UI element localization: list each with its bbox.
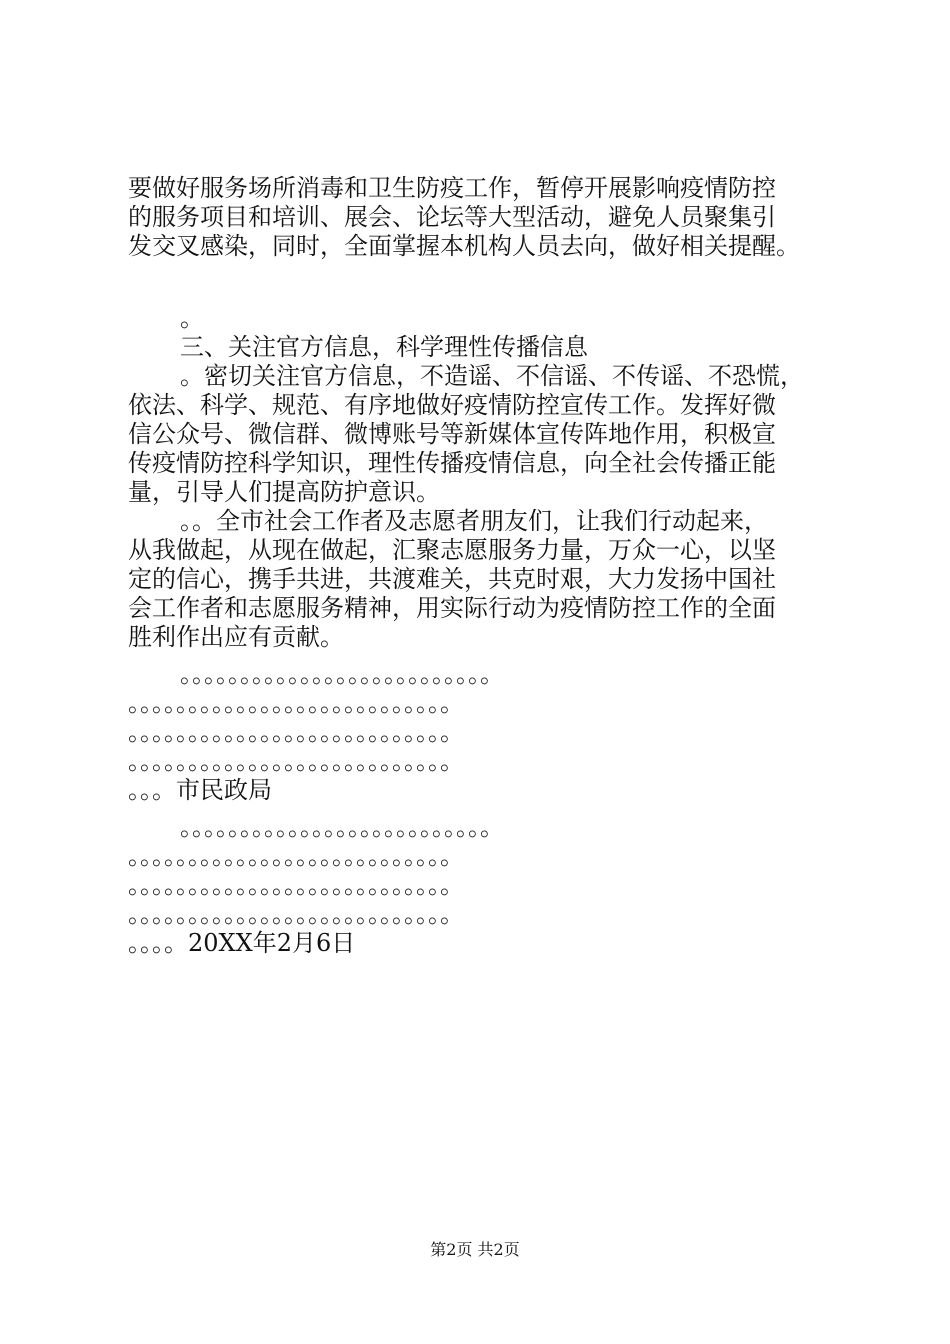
text-line: 发交叉感染，同时，全面掌握本机构人员去向，做好相关提醒。 xyxy=(128,232,800,260)
text-line: 依法、科学、规范、有序地做好疫情防控宣传工作。发挥好微 xyxy=(128,391,776,419)
paragraph-call-to-action xyxy=(128,507,828,652)
paragraph-service-sites xyxy=(128,174,828,261)
dot-filler-line: 。。。。。。。。。。。。。。。。。。。。。。。。。。。 xyxy=(128,842,464,870)
lone-period-mark: 。 xyxy=(180,304,204,332)
text-line: 要做好服务场所消毒和卫生防疫工作，暂停开展影响疫情防控 xyxy=(128,174,776,202)
text-line: 胜利作出应有贡献。 xyxy=(128,623,344,651)
text-line: 会工作者和志愿服务精神，用实际行动为疫情防控工作的全面 xyxy=(128,594,776,622)
dot-filler-line: 。。。。。。。。。。。。。。。。。。。。。。。。。。 xyxy=(180,813,504,841)
dot-filler-line: 。。。。。。。。。。。。。。。。。。。。。。。。。。。 xyxy=(128,747,464,775)
section-heading-3: 三、关注官方信息，科学理性传播信息 xyxy=(180,333,588,361)
text-line: 定的信心，携手共进，共渡难关，共克时艰，大力发扬中国社 xyxy=(128,565,776,593)
date-block xyxy=(128,813,828,958)
text-line: 。密切关注官方信息，不造谣、不信谣、不传谣、不恐慌， xyxy=(180,362,804,390)
document-body xyxy=(128,174,828,958)
page-number-footer: 第2页 共2页 xyxy=(430,1240,520,1259)
text-line: 从我做起，从现在做起，汇聚志愿服务力量，万众一心，以坚 xyxy=(128,536,776,564)
text-line: 量，引导人们提高防护意识。 xyxy=(128,478,440,506)
signer-name: 。。。市民政局 xyxy=(128,776,272,804)
signature-block xyxy=(128,660,828,805)
dot-filler-line: 。。。。。。。。。。。。。。。。。。。。。。。。。。。 xyxy=(128,871,464,899)
text-line: 信公众号、微信群、微博账号等新媒体宣传阵地作用，积极宣 xyxy=(128,420,776,448)
document-date: 。。。。20XX年2月6日 xyxy=(128,929,356,957)
dot-filler-line: 。。。。。。。。。。。。。。。。。。。。。。。。。。。 xyxy=(128,718,464,746)
dot-filler-line: 。。。。。。。。。。。。。。。。。。。。。。。。。。 xyxy=(180,660,504,688)
dot-filler-line: 。。。。。。。。。。。。。。。。。。。。。。。。。。。 xyxy=(128,900,464,928)
text-line: 传疫情防控科学知识，理性传播疫情信息，向全社会传播正能 xyxy=(128,449,776,477)
text-line: 的服务项目和培训、展会、论坛等大型活动，避免人员聚集引 xyxy=(128,203,776,231)
dot-filler-line: 。。。。。。。。。。。。。。。。。。。。。。。。。。。 xyxy=(128,689,464,717)
paragraph-official-info xyxy=(128,362,828,507)
text-line: 。。全市社会工作者及志愿者朋友们，让我们行动起来， xyxy=(180,507,768,535)
